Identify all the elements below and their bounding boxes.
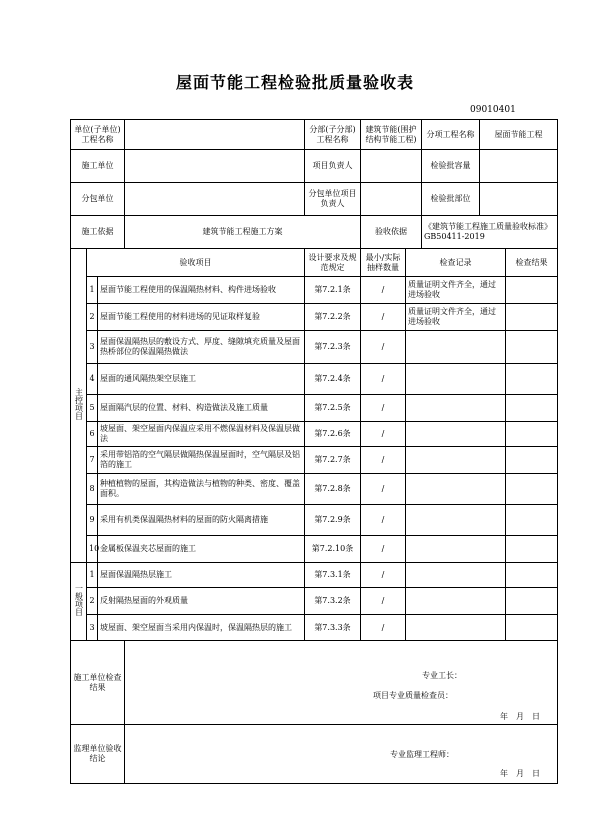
col-item: 验收项目: [87, 249, 305, 277]
general-label: [71, 563, 87, 641]
header-row-2: [71, 150, 558, 183]
item-no: 4: [87, 364, 98, 395]
main-control-text: 主控项目: [74, 388, 84, 420]
division-value: 建筑节能(围护结构节能工程): [361, 120, 422, 150]
item-clause: 第7.2.5条: [305, 395, 361, 422]
item-text: 屋面隔汽层的位置、材料、构造做法及施工质量: [98, 395, 305, 422]
header-row-3: [71, 183, 558, 216]
table-row: [71, 422, 558, 447]
item-sample: /: [361, 277, 406, 304]
item-text: 金属板保温夹芯屋面的施工: [98, 536, 305, 563]
item-result[interactable]: [506, 536, 558, 563]
acceptance-basis-label: 验收依据: [361, 216, 422, 249]
subcontractor-value[interactable]: [125, 183, 305, 216]
col-record: 检查记录: [406, 249, 506, 277]
item-result[interactable]: [506, 588, 558, 615]
page-title: 屋面节能工程检验批质量验收表: [175, 73, 414, 92]
item-result[interactable]: [506, 615, 558, 641]
item-no: 5: [87, 395, 98, 422]
table-row: [71, 563, 558, 588]
item-record[interactable]: [406, 447, 506, 474]
header-row-1: [71, 120, 558, 150]
item-record[interactable]: [406, 331, 506, 364]
header-row-4: [71, 216, 558, 249]
table-row: [71, 447, 558, 474]
acceptance-basis-value: 《建筑节能工程施工质量验收标准》GB50411-2019: [422, 216, 558, 249]
item-sample: /: [361, 615, 406, 641]
item-text: 采用带铝箔的空气隔层做隔热保温屋面时，空气隔层及铝箔的施工: [98, 447, 305, 474]
item-no: 2: [87, 588, 98, 615]
item-result[interactable]: [506, 304, 558, 331]
item-text: 坡屋面、架空屋面内保温应采用不燃保温材料及保温层做法: [98, 422, 305, 447]
item-sample: /: [361, 447, 406, 474]
table-row: [71, 615, 558, 641]
subcontractor-label: 分包单位: [71, 183, 125, 216]
general-text: 一般项目: [74, 584, 84, 616]
table-row: [71, 536, 558, 563]
item-text: 屋面保温隔热层的敷设方式、厚度、缝隙填充质量及屋面热桥部位的保温隔热做法: [98, 331, 305, 364]
item-record[interactable]: [406, 563, 506, 588]
item-sample: /: [361, 474, 406, 505]
sub-item-value: 屋面节能工程: [480, 120, 558, 150]
item-sample: /: [361, 304, 406, 331]
unit-label: 单位(子单位)工程名称: [71, 120, 125, 150]
item-no: 2: [87, 304, 98, 331]
form-code: 09010401: [470, 105, 516, 115]
item-sample: /: [361, 505, 406, 536]
table-row: [71, 277, 558, 304]
col-sample: 最小/实际抽样数量: [361, 249, 406, 277]
item-clause: 第7.2.3条: [305, 331, 361, 364]
item-text: 反射隔热屋面的外观质量: [98, 588, 305, 615]
contractor-label: 施工单位: [71, 150, 125, 183]
item-no: 1: [87, 563, 98, 588]
item-sample: /: [361, 422, 406, 447]
batch-location-value[interactable]: [480, 183, 558, 216]
item-no: 6: [87, 422, 98, 447]
acceptance-table: [70, 119, 558, 784]
table-row: [71, 331, 558, 364]
batch-location-label: 检验批部位: [422, 183, 480, 216]
contractor-check-area[interactable]: [125, 641, 558, 725]
item-clause: 第7.2.7条: [305, 447, 361, 474]
basis-label: 施工依据: [71, 216, 125, 249]
supervising-engineer-label: 专业监理工程师：: [390, 750, 454, 759]
supervisor-row: [71, 725, 558, 784]
contractor-check-label: 施工单位检查结果: [71, 641, 125, 725]
supervisor-label: 监理单位验收结论: [71, 725, 125, 784]
item-text: 屋面的通风隔热架空层施工: [98, 364, 305, 395]
item-sample: /: [361, 563, 406, 588]
item-result[interactable]: [506, 474, 558, 505]
item-clause: 第7.2.2条: [305, 304, 361, 331]
project-manager-value[interactable]: [361, 150, 422, 183]
item-no: 9: [87, 505, 98, 536]
item-result[interactable]: [506, 395, 558, 422]
table-row: [71, 395, 558, 422]
item-record[interactable]: [406, 422, 506, 447]
item-result[interactable]: [506, 563, 558, 588]
column-header-row: [71, 249, 558, 277]
item-text: 屋面节能工程使用的保温隔热材料、构件进场验收: [98, 277, 305, 304]
item-record[interactable]: 质量证明文件齐全，通过进场验收: [406, 304, 506, 331]
item-record[interactable]: 质量证明文件齐全，通过进场验收: [406, 277, 506, 304]
supervisor-area[interactable]: [125, 725, 558, 784]
item-result[interactable]: [506, 364, 558, 395]
item-no: 1: [87, 277, 98, 304]
table-row: [71, 505, 558, 536]
item-no: 10: [87, 536, 98, 563]
item-clause: 第7.3.3条: [305, 615, 361, 641]
item-result[interactable]: [506, 422, 558, 447]
item-record[interactable]: [406, 505, 506, 536]
item-clause: 第7.2.1条: [305, 277, 361, 304]
item-no: 7: [87, 447, 98, 474]
item-record[interactable]: [406, 588, 506, 615]
item-no: 8: [87, 474, 98, 505]
item-result[interactable]: [506, 447, 558, 474]
item-text: 采用有机类保温隔热材料的屋面的防火隔离措施: [98, 505, 305, 536]
item-clause: 第7.2.4条: [305, 364, 361, 395]
item-clause: 第7.2.9条: [305, 505, 361, 536]
inspector-label: 项目专业质量检查员：: [373, 691, 453, 700]
table-row: [71, 304, 558, 331]
basis-value: 建筑节能工程施工方案: [125, 216, 361, 249]
division-label: 分部(子分部)工程名称: [305, 120, 361, 150]
table-row: [71, 588, 558, 615]
col-design: 设计要求及规范规定: [305, 249, 361, 277]
project-manager-label: 项目负责人: [305, 150, 361, 183]
item-clause: 第7.3.2条: [305, 588, 361, 615]
item-record[interactable]: [406, 536, 506, 563]
unit-value[interactable]: [125, 120, 305, 150]
table-row: [71, 474, 558, 505]
item-sample: /: [361, 364, 406, 395]
item-clause: 第7.2.10条: [305, 536, 361, 563]
item-sample: /: [361, 588, 406, 615]
item-text: 坡屋面、架空屋面当采用内保温时，保温隔热层的施工: [98, 615, 305, 641]
batch-capacity-value[interactable]: [480, 150, 558, 183]
item-clause: 第7.2.8条: [305, 474, 361, 505]
date-label-2: 年 月 日: [500, 769, 540, 778]
sub-manager-label: 分包单位项目负责人: [305, 183, 361, 216]
item-text: 屋面保温隔热层施工: [98, 563, 305, 588]
sub-manager-value[interactable]: [361, 183, 422, 216]
item-text: 屋面节能工程使用的材料进场的见证取样复验: [98, 304, 305, 331]
main-control-label: [71, 249, 87, 563]
batch-capacity-label: 检验批容量: [422, 150, 480, 183]
item-record[interactable]: [406, 395, 506, 422]
item-sample: /: [361, 536, 406, 563]
table-row: [71, 364, 558, 395]
contractor-check-row: [71, 641, 558, 725]
item-sample: /: [361, 331, 406, 364]
item-sample: /: [361, 395, 406, 422]
item-clause: 第7.2.6条: [305, 422, 361, 447]
col-result: 检查结果: [506, 249, 558, 277]
item-record[interactable]: [406, 364, 506, 395]
item-no: 3: [87, 615, 98, 641]
foreman-label: 专业工长：: [422, 671, 462, 680]
item-record[interactable]: [406, 474, 506, 505]
item-result[interactable]: [506, 277, 558, 304]
item-text: 种植植物的屋面，其构造做法与植物的种类、密度、覆盖面积。: [98, 474, 305, 505]
item-result[interactable]: [506, 331, 558, 364]
sub-item-label: 分项工程名称: [422, 120, 480, 150]
item-clause: 第7.3.1条: [305, 563, 361, 588]
item-record[interactable]: [406, 615, 506, 641]
date-label: 年 月 日: [500, 712, 540, 721]
item-no: 3: [87, 331, 98, 364]
item-result[interactable]: [506, 505, 558, 536]
contractor-value[interactable]: [125, 150, 305, 183]
